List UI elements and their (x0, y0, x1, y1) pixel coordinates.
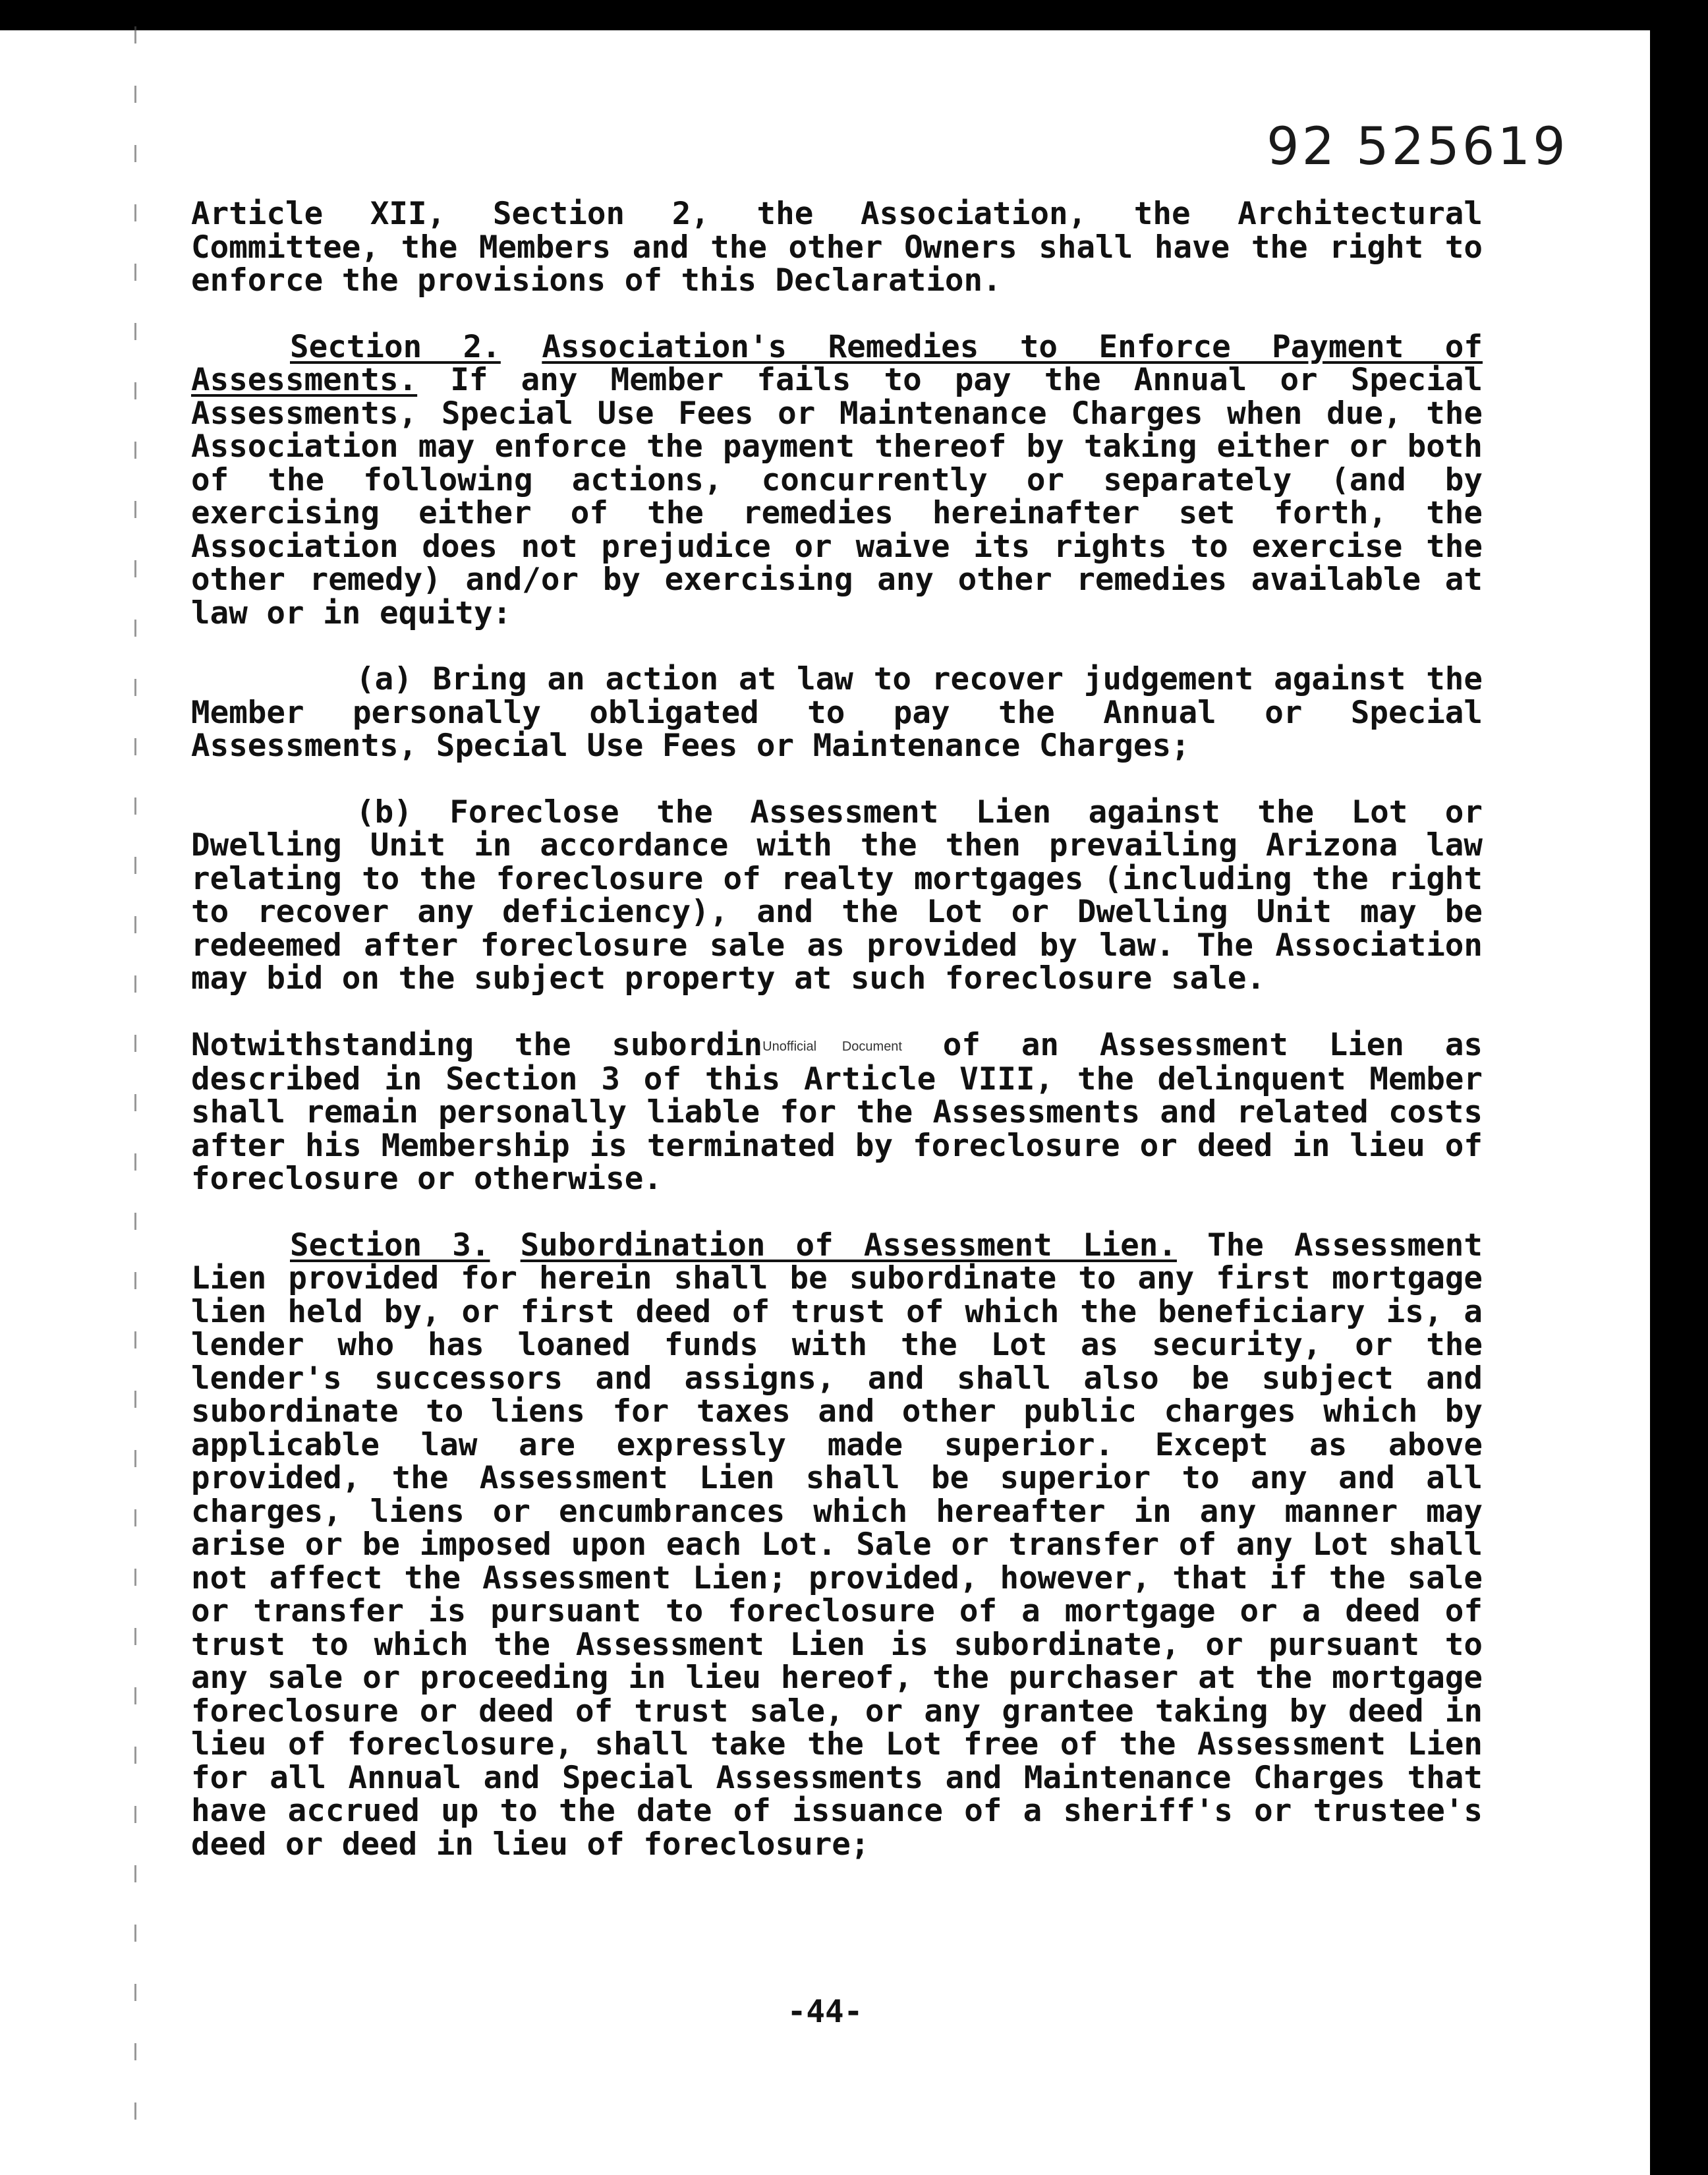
paragraph-notwithstanding (191, 1026, 1483, 1198)
scan-left-edge-marks (134, 26, 136, 2135)
page-number: -44- (787, 1994, 863, 2030)
document-body (191, 198, 1483, 1894)
section-2-body: If any Member fails to pay the Annual or Special Assessments, Special Use Fees or Maintenance Charges when due, the Association may enforce the payment thereof by taking either or both of the following actions, concurrently or separately (and by exercising either of the remedies hereinafter set forth, the Association does not prejudice or waive its rights to exercise the other remedy) and/or by exercising any other remedies available at law or in equity: (191, 362, 1483, 631)
paragraph-section-2 (191, 328, 1483, 631)
paragraph-enforcement-right: Article XII, Section 2, the Association, the Architectural Committee, the Members and the other Owners shall have the right to enforce the provisions of this Declaration. (191, 196, 1483, 299)
section-3-body: The Assessment Lien provided for herein shall be subordinate to any first mortgage lien held by, or first deed of trust of which the beneficiary is, a lender who has loaned funds with the Lot as security, or the lender's successors and assigns, and shall also be subject and subordinate to liens for taxes and other public charges which by applicable law are expressly made superior. Except as above provided, the Assessment Lien shall be superior to any and all charges, liens or encumbrances which hereafter in any manner may arise or be imposed upon each Lot. Sale or transfer of any Lot shall not affect the Assessment Lien; provided, however, that if the sale or transfer is pursuant to foreclosure of a mortgage or a deed of trust to which the Assessment Lien is subordinate, or pursuant to any sale or proceeding in lieu hereof, the purchaser at the mortgage foreclosure or deed of trust sale, or any grantee taking by deed in lieu of foreclosure, shall take the Lot free of the Assessment Lien for all Annual and Special Assessments and Maintenance Charges that have accrued up to the date of issuance of a sheriff's or trustee's deed or deed in lieu of foreclosure; (191, 1227, 1483, 1863)
notwithstanding-before: Notwithstanding the subordin (191, 1026, 763, 1063)
section-2-heading: Association's Remedies to Enforce Payment of Assessments. (191, 328, 1483, 398)
scan-top-border (0, 0, 1708, 30)
paragraph-remedy-b: (b) Foreclose the Assessment Lien against the Lot or Dwelling Unit in accordance with the then prevailing Arizona law relating to the foreclosure of realty mortgages (including the right to recover any deficiency), and the Lot or Dwelling Unit may be redeemed after foreclosure sale as provided by law. The Association may bid on the subject property at such foreclosure sale. (191, 794, 1483, 997)
notwithstanding-after: of an Assessment Lien as described in Section 3 of this Article VIII, the delinquent Member shall remain personally liable for the Assessments and related costs after his Membership is terminated by foreclosure or deed in lieu of foreclosure or otherwise. (191, 1026, 1483, 1198)
scan-right-border (1650, 0, 1708, 2175)
recording-number: 92 525619 (1267, 117, 1568, 177)
unofficial-document-watermark: Unofficial Document (762, 1039, 902, 1054)
paragraph-section-3 (191, 1229, 1483, 1862)
paragraph-remedy-a: (a) Bring an action at law to recover judgement against the Member personally obligated to pay the Annual or Special Assessments, Special Use Fees or Maintenance Charges; (191, 661, 1483, 764)
section-3-heading: Subordination of Assessment Lien. (520, 1227, 1177, 1263)
section-2-number: Section 2. (290, 328, 501, 365)
section-3-number: Section 3. (290, 1227, 490, 1263)
